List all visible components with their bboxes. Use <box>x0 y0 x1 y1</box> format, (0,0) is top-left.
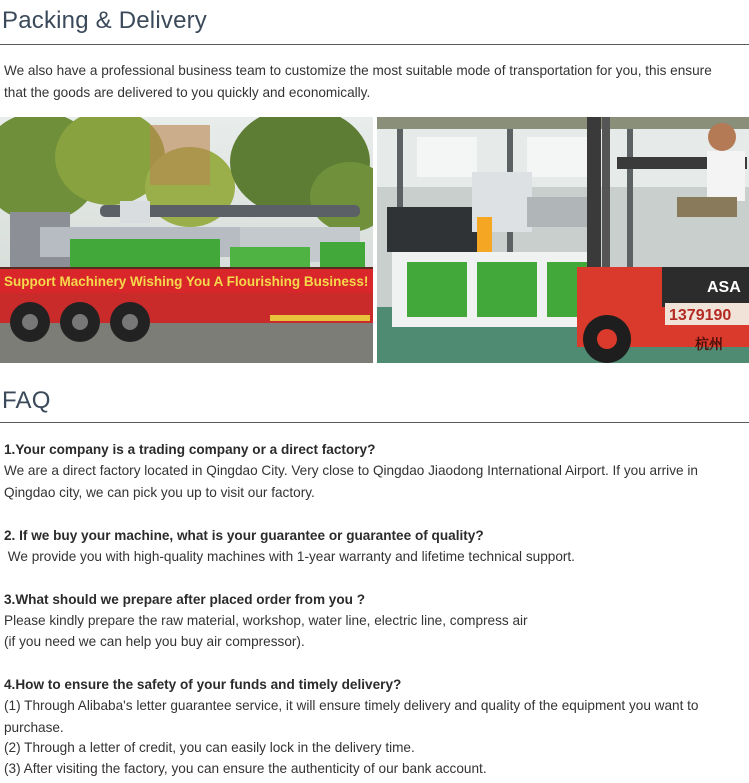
faq-answer: (if you need we can help you buy air compressor). <box>4 634 305 649</box>
banner-text: Support Machinery Wishing You A Flourishing Business! <box>4 274 369 289</box>
faq-answer: (1) Through Alibaba's letter guarantee service, it will ensure timely delivery and quality of the equipment you want to purchase. <box>4 698 699 735</box>
plate-city: 杭州 <box>695 337 723 353</box>
packing-description: We also have a professional business team to customize the most suitable mode of transportation for you, this ensure that the goods are delivered to you quickly and economically. <box>4 63 712 100</box>
packing-delivery-title: Packing & Delivery <box>2 7 208 34</box>
forklift-brand: ASA <box>707 279 741 296</box>
forklift-loading-photo <box>377 117 749 363</box>
section-divider <box>0 44 749 45</box>
faq-answer: We are a direct factory located in Qingdao City. Very close to Qingdao Jiaodong International Airport. If you arrive in Qingdao city, we can pick you up to visit our factory. <box>4 463 698 500</box>
faq-question: 1.Your company is a trading company or a direct factory? <box>4 442 376 457</box>
faq-answer: Please kindly prepare the raw material, workshop, water line, electric line, compress air <box>4 613 528 628</box>
faq-question: 4.How to ensure the safety of your funds and timely delivery? <box>4 677 402 692</box>
faq-question: 2. If we buy your machine, what is your guarantee or guarantee of quality? <box>4 528 484 543</box>
faq-title: FAQ <box>2 387 51 414</box>
faq-answer: We provide you with high-quality machines with 1-year warranty and lifetime technical support. <box>4 549 575 564</box>
faq-question: 3.What should we prepare after placed order from you ? <box>4 592 366 607</box>
faq-answer: (3) After visiting the factory, you can ensure the authenticity of our bank account. <box>4 761 487 776</box>
section-divider <box>0 422 749 423</box>
truck-loading-photo <box>0 117 373 363</box>
plate-number: 1379190 <box>669 307 732 324</box>
faq-answer: (2) Through a letter of credit, you can easily lock in the delivery time. <box>4 740 415 755</box>
